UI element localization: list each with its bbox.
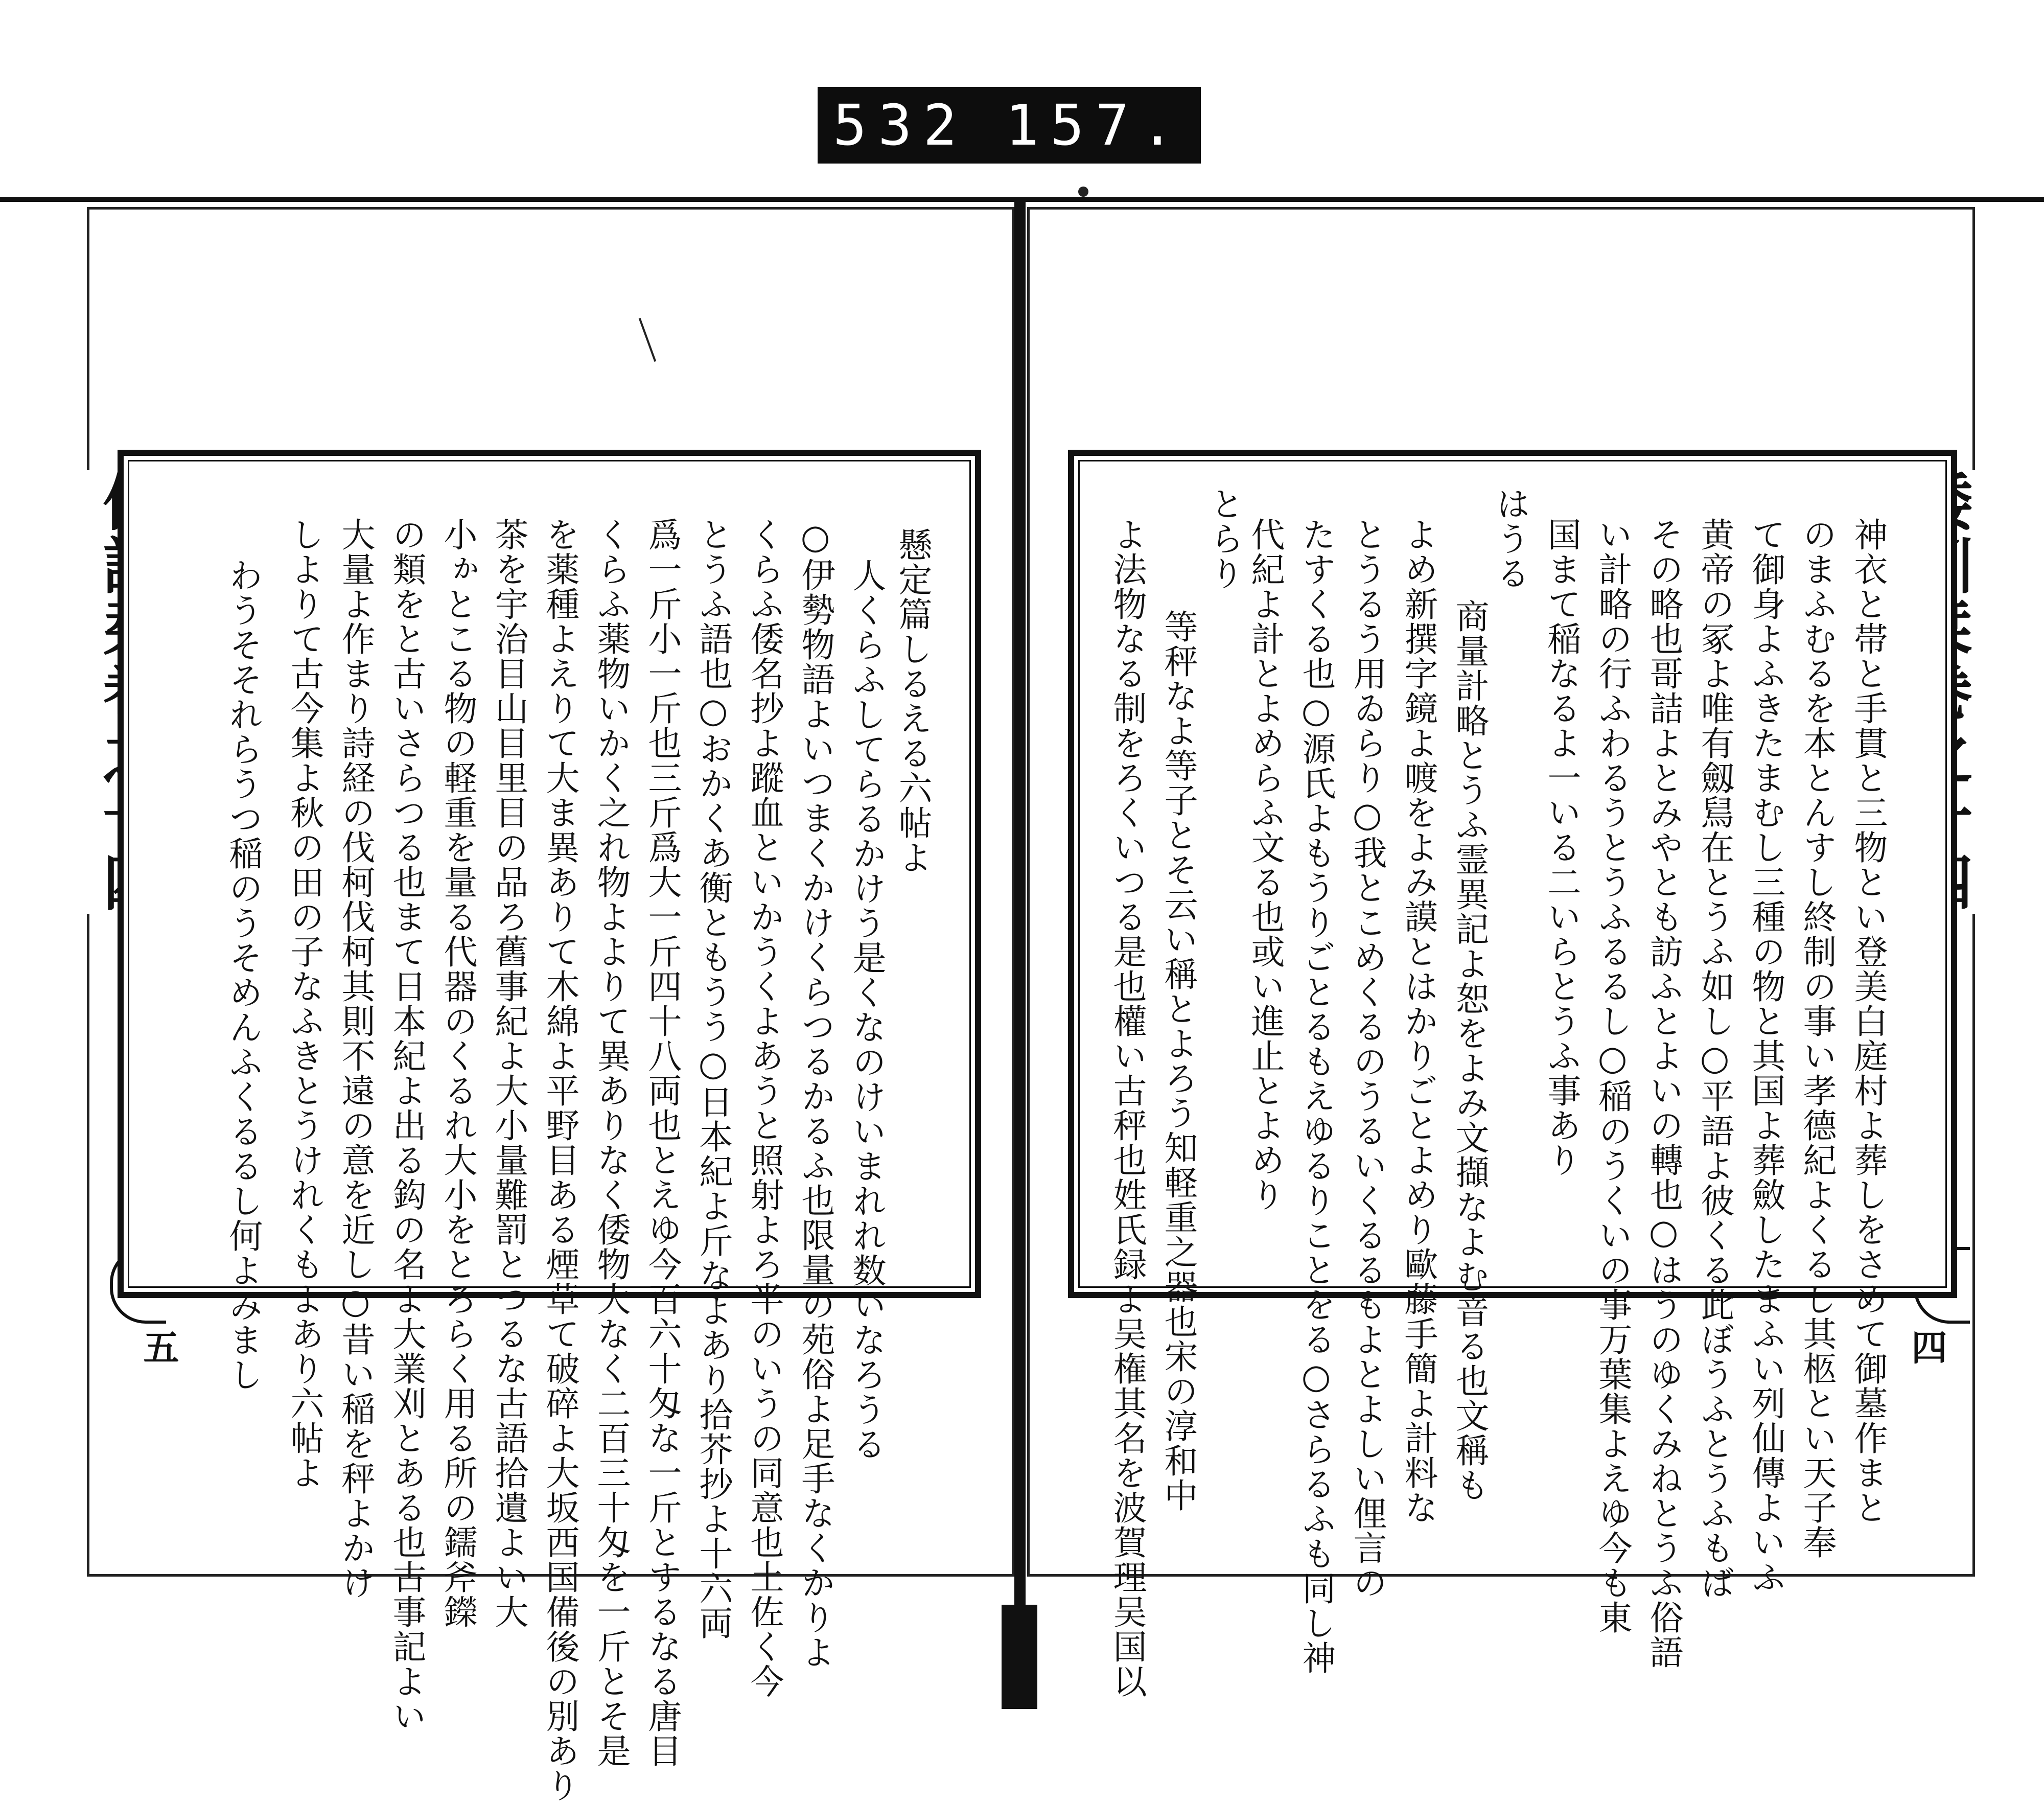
text-column: くらふ倭名抄よ蹤血といかうくよあうと照射よろ半のいうの同意也土佐く今: [745, 517, 784, 1699]
catalog-number-left: 532: [833, 93, 968, 158]
text-column: 等秤なよ等子とそ云い稱とよろう知軽重之器也宋の淳和中: [1158, 609, 1198, 1513]
catalog-number-right: 157.: [1005, 93, 1186, 158]
text-column: 黄帝の冢よ唯有劔舃在とうふ如し○平語よ彼くる此ぼうふとうふもば: [1695, 517, 1734, 1600]
text-column: その略也哥詰よとみやとも訪ふとよいの轉也○はうのゆくみねとうふ俗語: [1644, 517, 1683, 1670]
text-column: しよりて古今集よ秋の田の子なふきとうけれくもよあり六帖よ: [285, 517, 324, 1490]
text-column: とうふ語也○おかくあ衡ともうう○日本紀よ斤なよあり拾芥抄よ十六両: [693, 517, 733, 1640]
right-text-frame: [1068, 450, 1957, 1699]
text-column: 国まて稲なるよ一いる二いらとうふ事あり: [1542, 517, 1581, 1177]
text-column: 爲一斤小一斤也三斤爲大一斤四十八両也とえゆ今百六十匁な一斤とするなる唐目: [642, 517, 682, 1768]
scan-mark: [1078, 187, 1088, 197]
text-column: い計略の行ふわるうとうふるるし○稲のうくいの事万葉集よえゆ今も東: [1593, 517, 1632, 1635]
text-column: 代紀よ計とよめらふ文る也或い進止とよめり: [1245, 517, 1285, 1212]
text-column: 神衣と帯と手貫と三物とい登美白庭村よ葬しをさめて御墓作まと: [1848, 517, 1888, 1525]
text-column: 大量よ作まり詩経の伐柯伐柯其則不遠の意を近し○昔い稲を秤よかけ: [336, 517, 375, 1600]
right-page-number: 四: [1906, 1329, 1948, 1365]
text-column: たすくる也○源氏よもうりごとるもえゆるりことをる○さらるふも同し神: [1296, 517, 1336, 1675]
text-column: て御身よふきたまむし三種の物と其国よ葬斂したまふい列仙傳よいふ: [1746, 517, 1785, 1594]
text-column: はうる: [1491, 487, 1530, 591]
text-column: のまふむるを本とんすし終制の事い孝德紀よくるし其柩とい天子奉: [1797, 517, 1837, 1560]
text-column: とらり: [1204, 487, 1244, 591]
text-column: 商量計略とうふ霊異記よ恕をよみ文擷なよむ音る也文稱も: [1450, 599, 1489, 1503]
text-column: とうるう用ゐらり○我とこめくるのうるいくるるもよとよしい俚言の: [1348, 517, 1387, 1600]
spine-shadow: [1002, 1605, 1037, 1709]
text-column: 茶を宇治目山目里目の品ろ舊事紀よ大小量難罰とつるな古語拾遺よい大: [489, 517, 528, 1629]
text-column: ○伊勢物語よいつまくかけくらつるかるふ也限量の苑俗よ足手なくかりよ: [796, 517, 835, 1670]
text-column: よめ新撰字鏡よ喥をよみ謨とはかりごとよめり歐藤手簡よ計料な: [1399, 517, 1438, 1525]
text-column: わうそそれらうつ稲のうそめんふくるるし何よみまし: [223, 558, 263, 1392]
catalog-label: [818, 87, 1201, 164]
left-text-frame: [118, 450, 981, 1803]
text-column: 懸定篇しるえる六帖よ: [893, 527, 932, 875]
text-column: を薬種よえりて大ま異ありて木綿よ平野目ある煙草て破碎よ大坂西国備後の別あり: [540, 517, 579, 1803]
text-column: よ法物なる制をろくいつる是也權い古秤也姓氏録よ吴権其名を波賀理吴国以: [1107, 517, 1147, 1699]
text-column: 人くらふしてらるかけう是くなのけいまれれ数いなろうる: [847, 558, 886, 1462]
text-column: 小ゕとこる物の軽重を量る代器のくるれ大小をとろらく用る所の鑐斧鑅: [438, 517, 477, 1629]
text-column: くらふ薬物いかく之れ物よよりて異ありなく倭物大なく二百三十匁を一斤とそ是: [591, 517, 631, 1768]
book-spine: [1014, 197, 1026, 1709]
text-column: の類をと古いさらつる也まて日本紀よ出る鈎の名よ大業刈とある也古事記よい: [387, 517, 426, 1733]
left-page-number: 五: [137, 1329, 180, 1365]
